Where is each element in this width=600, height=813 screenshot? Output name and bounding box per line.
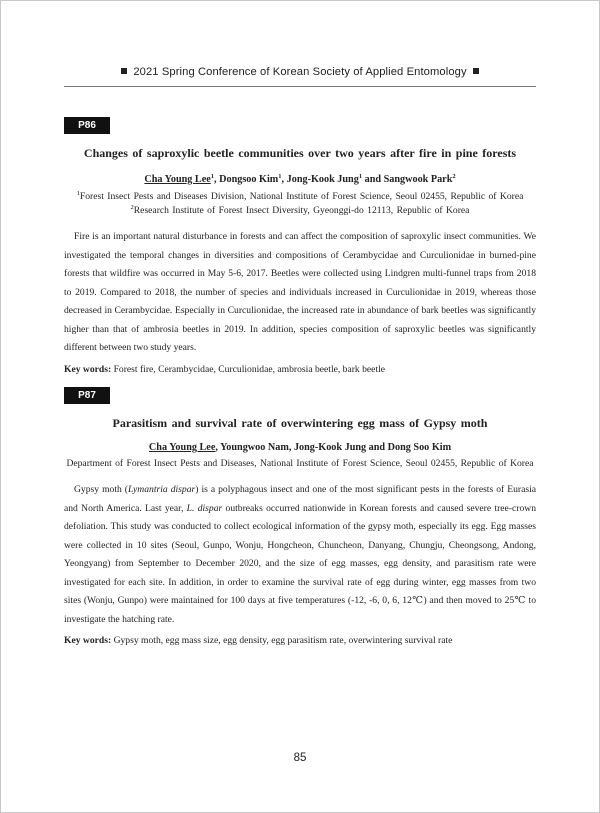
- keywords-label: Key words:: [64, 363, 112, 375]
- author-list: [64, 173, 536, 187]
- affiliation-text: Forest Insect Pests and Diseases Division, National Institute of Forest Science, Seoul 02455, Republic of Korea: [79, 191, 524, 202]
- author-affiliation-mark: 1: [358, 173, 363, 180]
- author-affiliation-mark: 1: [210, 173, 215, 180]
- affiliation: [64, 457, 536, 471]
- italic-species-name: Lymantria dispar: [128, 484, 196, 495]
- body-text-run: Gypsy moth (: [74, 484, 128, 495]
- abstract-body: [64, 228, 536, 358]
- author-name: Dong Soo Kim: [387, 442, 452, 453]
- author-name: Cha Young Lee: [148, 442, 216, 453]
- body-text-run: ) is a polyphagous insect and one of the most significant pests in the forests of Eurasia and North America. Last year,: [64, 484, 536, 514]
- affiliation-mark: 2: [130, 204, 134, 211]
- keywords-text: Gypsy moth, egg mass size, egg density, egg parasitism rate, overwintering survival rate: [113, 635, 453, 646]
- author-separator: ,: [214, 174, 220, 185]
- keywords: [64, 361, 536, 379]
- keywords-text: Forest fire, Cerambycidae, Curculionidae, ambrosia beetle, bark beetle: [113, 363, 386, 375]
- author-separator: ,: [288, 442, 294, 453]
- author-name: Jong-Kook Jung: [293, 442, 367, 453]
- author-list: [64, 441, 536, 455]
- author-name: Dongsoo Kim: [219, 174, 279, 185]
- author-separator: and: [366, 442, 388, 453]
- body-text-run: outbreaks occurred nationwide in Korean forests and caused severe tree-crown defoliation. This study was conducted to collect ecological information of the gypsy moth, especially its egg. Egg masses were collected in 10 sites (Seoul, Gunpo, Wonju, Hongcheon, Chuncheon, Danyang, Chungju, Cheongsong, Andong, Yeongyang) from September to December 2020, and the size of egg masses, egg density, and parasitism rate were investigated for each site. In addition, in order to examine the survival rate of egg during winter, egg masses from two sites (Wonju, Gunpo) were maintained for 100 days at five temperatures (-12, -6, 0, 6, 12℃) and then moved to 25℃ to investigate the hatching rate.: [64, 502, 536, 625]
- italic-species-name: L. dispar: [186, 502, 223, 514]
- author-separator: ,: [215, 442, 221, 453]
- page-number: 85: [293, 752, 307, 764]
- author-name: Youngwoo Nam: [220, 442, 289, 453]
- abstract-p87: [64, 385, 536, 650]
- abstract-title: Changes of saproxylic beetle communities over two years after fire in pine forests: [83, 146, 517, 160]
- author-name: Cha Young Lee: [144, 174, 211, 185]
- abstract-p86: [64, 115, 536, 379]
- affiliation-text: Department of Forest Insect Pests and Diseases, National Institute of Forest Science, Seoul 02455, Republic of Korea: [66, 458, 534, 469]
- keywords: [64, 632, 536, 650]
- square-bullet-icon: [121, 68, 127, 74]
- affiliation: [64, 204, 536, 218]
- author-separator: and: [362, 174, 384, 185]
- abstract-badge: P87: [64, 387, 110, 404]
- affiliation-list: [64, 190, 536, 218]
- running-header: [64, 62, 536, 87]
- affiliation: [64, 190, 536, 204]
- author-affiliation-mark: 2: [452, 173, 456, 180]
- header-text: 2021 Spring Conference of Korean Society of Applied Entomology: [133, 66, 467, 78]
- abstract-badge: P86: [64, 117, 110, 134]
- author-separator: ,: [281, 174, 287, 185]
- body-text-run: Fire is an important natural disturbance in forests and can affect the composition of saproxylic insect communities. We investigated the temporal changes in diversities and compositions of Cerambycidae and Curculionidae in burned-pine forests that wildfire was occurred in May 5-6, 2017. Beetles were collected using Lindgren multi-funnel traps from 2018 to 2019. Compared to 2018, the number of species and individuals increased in Curculionidae in 2019, whereas those decreased in Cerambycidae. Especially in Curculionidae, the increased rate in abundance of bark beetles was significantly higher than that of ambrosia beetles in 2019. In addition, species composition of saproxylic beetles was significantly different between two study years.: [64, 231, 536, 353]
- keywords-label: Key words:: [64, 635, 112, 646]
- author-name: Jong-Kook Jung: [286, 174, 359, 185]
- affiliation-text: Research Institute of Forest Insect Diversity, Gyeonggi-do 12113, Republic of Korea: [133, 205, 470, 216]
- square-bullet-icon: [473, 68, 479, 74]
- abstract-body: [64, 481, 536, 629]
- affiliation-mark: 1: [76, 190, 80, 197]
- affiliation-list: [64, 457, 536, 471]
- author-name: Sangwook Park: [383, 174, 453, 185]
- abstract-title: Parasitism and survival rate of overwintering egg mass of Gypsy moth: [112, 416, 488, 430]
- author-affiliation-mark: 1: [278, 173, 282, 180]
